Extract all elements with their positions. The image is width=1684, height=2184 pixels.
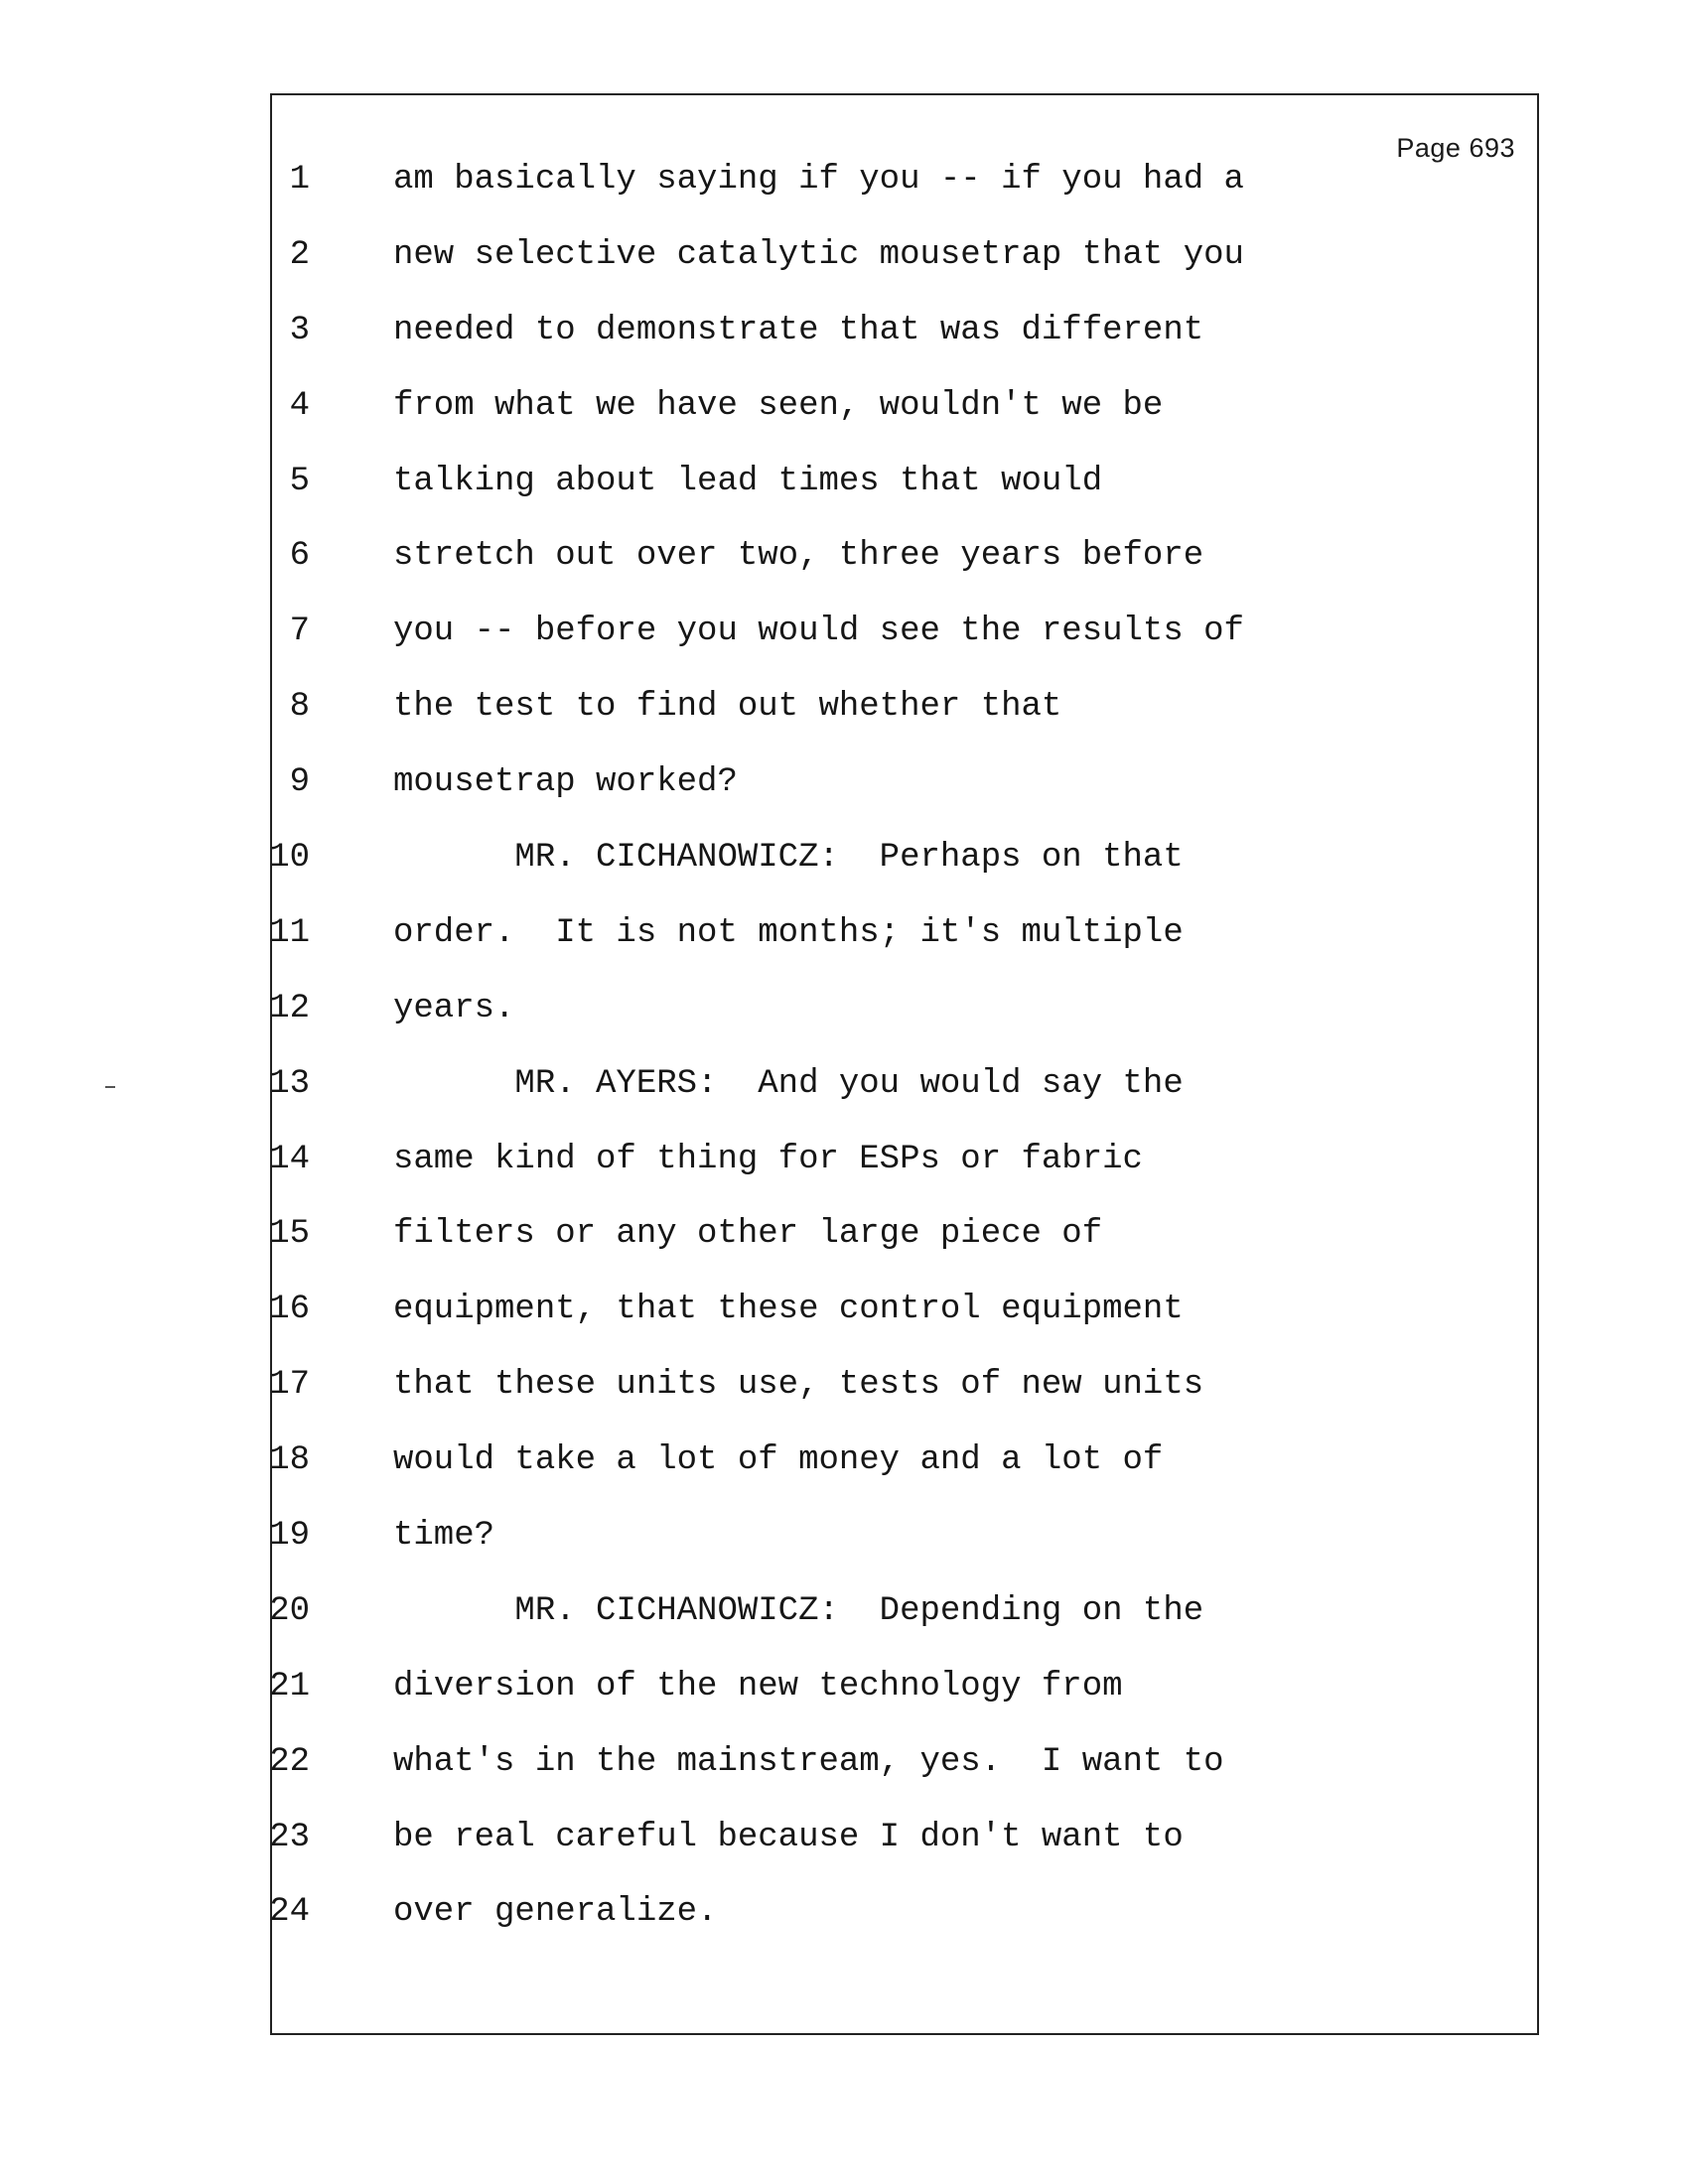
line-text: the test to find out whether that xyxy=(393,688,1062,727)
transcript-line xyxy=(272,387,1537,463)
line-number: 22 xyxy=(269,1742,310,1781)
line-text: talking about lead times that would xyxy=(393,462,1103,500)
transcript-line xyxy=(269,1291,1537,1366)
line-text: that these units use, tests of new units xyxy=(393,1366,1204,1405)
line-text: MR. CICHANOWICZ: Perhaps on that xyxy=(393,839,1184,878)
line-number: 24 xyxy=(269,1893,310,1932)
transcript-line xyxy=(272,763,1537,839)
line-number: 3 xyxy=(289,311,310,349)
page-number: Page 693 xyxy=(1396,133,1515,163)
transcript-line xyxy=(269,1064,1537,1141)
transcript-line xyxy=(269,839,1537,914)
line-text: MR. CICHANOWICZ: Depending on the xyxy=(393,1591,1204,1630)
line-number: 14 xyxy=(269,1140,310,1178)
line-number: 18 xyxy=(269,1441,310,1480)
line-text: mousetrap worked? xyxy=(393,763,738,802)
line-text: am basically saying if you -- if you had a xyxy=(393,161,1244,199)
transcript-line xyxy=(269,1215,1537,1291)
transcript-page xyxy=(270,93,1539,2035)
transcript-line xyxy=(269,989,1537,1065)
transcript-line xyxy=(269,1818,1537,1894)
transcript-line xyxy=(269,1893,1537,1969)
line-text: needed to demonstrate that was different xyxy=(393,311,1204,349)
line-text: from what we have seen, wouldn't we be xyxy=(393,386,1164,425)
transcript-line xyxy=(269,1517,1537,1592)
transcript-line xyxy=(272,161,1537,236)
line-number: 17 xyxy=(269,1366,310,1405)
line-text: same kind of thing for ESPs or fabric xyxy=(393,1140,1143,1178)
line-number: 13 xyxy=(269,1064,310,1103)
line-text: order. It is not months; it's multiple xyxy=(393,913,1184,952)
transcript-line xyxy=(272,463,1537,538)
line-number: 15 xyxy=(269,1215,310,1254)
transcript-line xyxy=(269,1140,1537,1216)
transcript-line xyxy=(269,1742,1537,1819)
line-number: 2 xyxy=(289,235,310,274)
transcript-line xyxy=(269,1591,1537,1668)
transcript-line xyxy=(272,537,1537,613)
line-text: years. xyxy=(393,989,515,1027)
transcript-line xyxy=(272,688,1537,763)
line-number: 4 xyxy=(289,386,310,425)
line-number: 7 xyxy=(289,613,310,651)
line-text: would take a lot of money and a lot of xyxy=(393,1441,1164,1480)
line-text: over generalize. xyxy=(393,1893,718,1932)
line-text: stretch out over two, three years before xyxy=(393,537,1204,576)
line-number: 19 xyxy=(269,1517,310,1556)
line-number: 23 xyxy=(269,1818,310,1856)
line-text: diversion of the new technology from xyxy=(393,1667,1123,1706)
line-text: time? xyxy=(393,1517,495,1556)
line-text: you -- before you would see the results of xyxy=(393,613,1244,651)
transcript-line xyxy=(272,236,1537,312)
line-number: 5 xyxy=(289,462,310,500)
line-number: 21 xyxy=(269,1667,310,1706)
transcript-line xyxy=(269,1667,1537,1743)
line-text: equipment, that these control equipment xyxy=(393,1291,1184,1329)
line-number: 10 xyxy=(269,839,310,878)
transcript-line xyxy=(269,1441,1537,1517)
line-number: 12 xyxy=(269,989,310,1027)
line-number: 16 xyxy=(269,1291,310,1329)
line-text: new selective catalytic mousetrap that you xyxy=(393,235,1244,274)
line-text: MR. AYERS: And you would say the xyxy=(393,1064,1184,1103)
line-text: filters or any other large piece of xyxy=(393,1215,1103,1254)
line-text: be real careful because I don't want to xyxy=(393,1818,1184,1856)
line-number: 9 xyxy=(289,763,310,802)
transcript-line xyxy=(269,1366,1537,1441)
transcript-lines xyxy=(269,161,1537,1969)
transcript-line xyxy=(269,913,1537,990)
line-number: 6 xyxy=(289,537,310,576)
line-number: 20 xyxy=(269,1591,310,1630)
transcript-line xyxy=(272,312,1537,387)
line-number: 8 xyxy=(289,688,310,727)
line-number: 1 xyxy=(289,161,310,199)
scan-mark xyxy=(105,1086,115,1088)
transcript-line xyxy=(272,613,1537,688)
line-number: 11 xyxy=(269,913,310,952)
line-text: what's in the mainstream, yes. I want to xyxy=(393,1742,1224,1781)
